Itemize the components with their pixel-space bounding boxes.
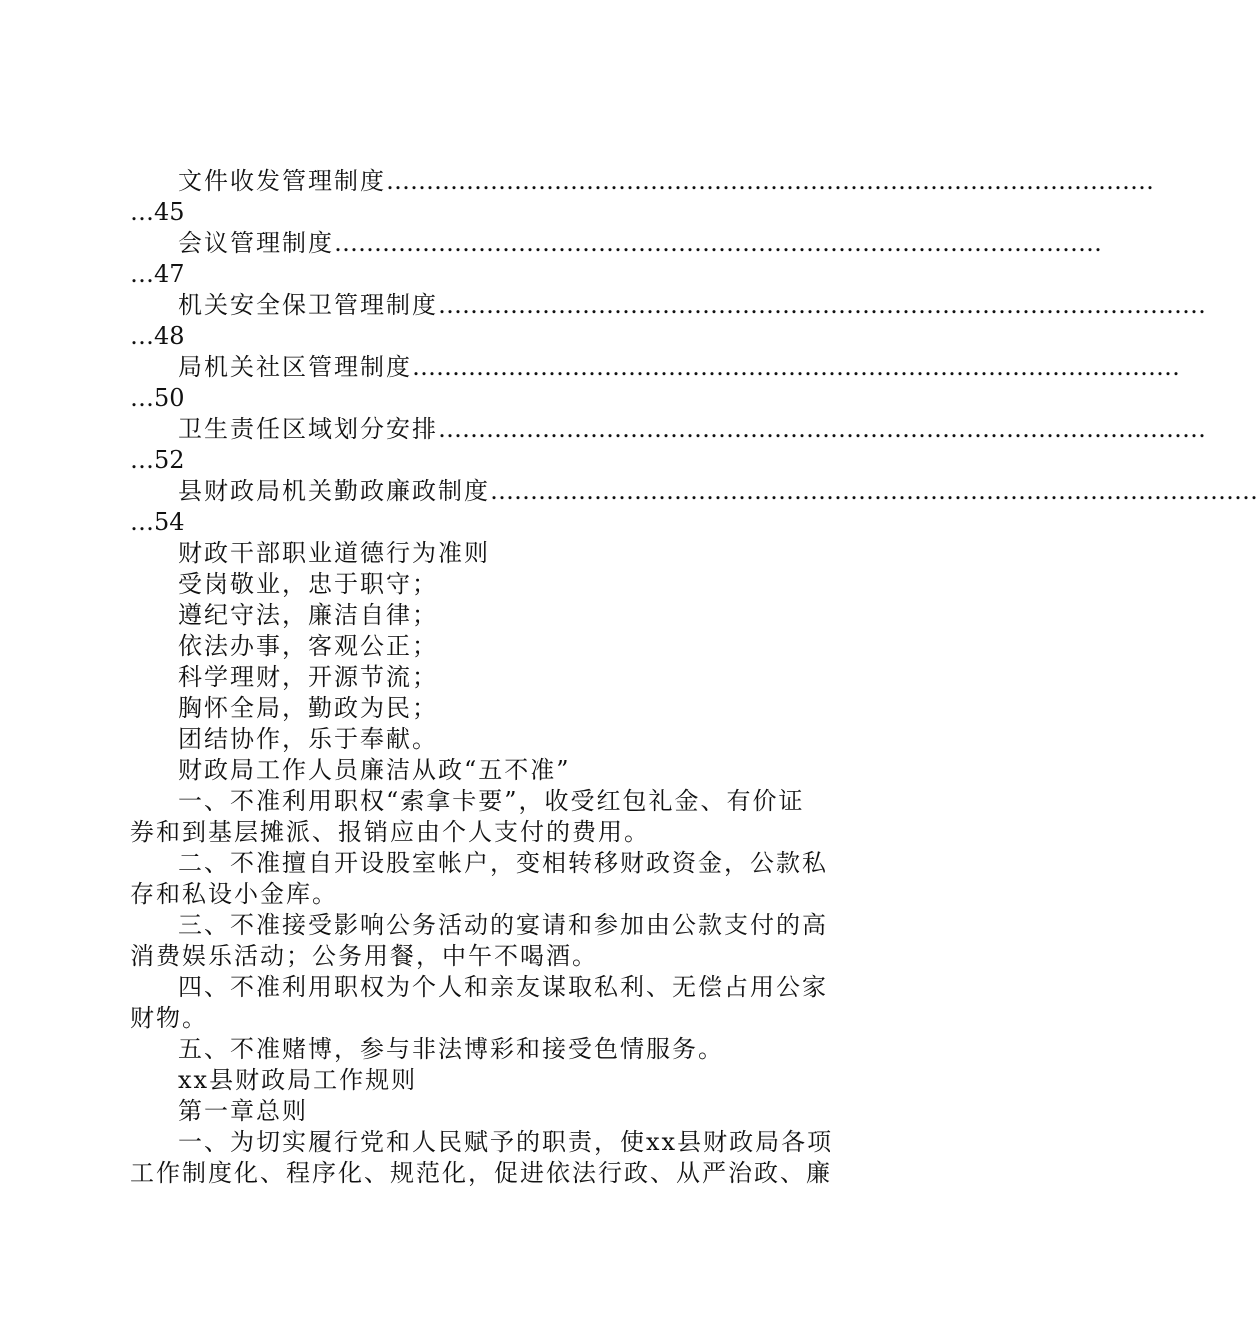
- section-heading: xx县财政局工作规则: [178, 1066, 418, 1094]
- rules-paragraph: [130, 1127, 832, 1189]
- toc-page-number: …47: [130, 260, 185, 288]
- toc-entry[interactable]: [130, 352, 1180, 414]
- toc-title: 县财政局机关勤政廉政制度: [178, 477, 490, 505]
- toc-row: [130, 228, 1102, 259]
- toc-page-number: …50: [130, 384, 185, 412]
- toc-leader: ……………………………………………………………………………………: [386, 167, 1154, 195]
- toc-page-number: …45: [130, 198, 185, 226]
- work-rules-section: [130, 1065, 832, 1189]
- toc-entry[interactable]: [130, 414, 1206, 476]
- paragraph-line: 二、不准擅自开设股室帐户，变相转移财政资金，公款私: [178, 849, 828, 877]
- toc-page-number: …48: [130, 322, 185, 350]
- paragraph-line: 工作制度化、程序化、规范化，促进依法行政、从严治政、廉: [130, 1159, 832, 1187]
- toc-leader: ……………………………………………………………………………………: [412, 353, 1180, 381]
- paragraph-line: 存和私设小金库。: [130, 880, 338, 908]
- five-prohibitions-section: [130, 755, 832, 1065]
- toc-title: 机关安全保卫管理制度: [178, 291, 438, 319]
- conduct-item: 遵纪守法，廉洁自律；: [178, 601, 438, 629]
- chapter-heading: 第一章总则: [178, 1097, 308, 1125]
- paragraph-line: 券和到基层摊派、报销应由个人支付的费用。: [130, 818, 650, 846]
- code-of-conduct-section: [130, 538, 832, 755]
- prohibition-item: [130, 1034, 832, 1065]
- toc-page-number: …52: [130, 446, 185, 474]
- paragraph-line: 三、不准接受影响公务活动的宴请和参加由公款支付的高: [178, 911, 828, 939]
- section-heading: 财政干部职业道德行为准则: [178, 539, 490, 567]
- paragraph-line: 财物。: [130, 1004, 208, 1032]
- toc-entry[interactable]: [130, 476, 1258, 538]
- paragraph-line: 一、为切实履行党和人民赋予的职责，使xx县财政局各项: [178, 1128, 834, 1156]
- conduct-item: 团结协作，乐于奉献。: [178, 725, 438, 753]
- paragraph-line: 消费娱乐活动；公务用餐，中午不喝酒。: [130, 942, 598, 970]
- toc-row: [130, 352, 1180, 383]
- toc-entry[interactable]: [130, 166, 1154, 228]
- paragraph-line: 五、不准赌博，参与非法博彩和接受色情服务。: [178, 1035, 724, 1063]
- prohibition-item: [130, 786, 832, 848]
- prohibition-item: [130, 972, 832, 1034]
- toc-row: [130, 166, 1154, 197]
- conduct-item: 受岗敬业，忠于职守；: [178, 570, 438, 598]
- toc-leader: ……………………………………………………………………………………: [438, 415, 1206, 443]
- conduct-item: 胸怀全局，勤政为民；: [178, 694, 438, 722]
- toc-row: [130, 290, 1206, 321]
- toc-leader: ……………………………………………………………………………………: [334, 229, 1102, 257]
- toc-title: 卫生责任区域划分安排: [178, 415, 438, 443]
- paragraph-line: 四、不准利用职权为个人和亲友谋取私利、无偿占用公家: [178, 973, 828, 1001]
- document-body: [130, 166, 1258, 1189]
- toc-row: [130, 414, 1206, 445]
- toc-leader: ……………………………………………………………………………………: [490, 477, 1258, 505]
- toc-row: [130, 476, 1258, 507]
- section-heading: 财政局工作人员廉洁从政“五不准”: [178, 756, 571, 784]
- toc-entry[interactable]: [130, 228, 1102, 290]
- prohibition-item: [130, 848, 832, 910]
- toc-entry[interactable]: [130, 290, 1206, 352]
- table-of-contents: [130, 166, 1258, 538]
- paragraph-line: 一、不准利用职权“索拿卡要”，收受红包礼金、有价证: [178, 787, 805, 815]
- toc-page-number: …54: [130, 508, 185, 536]
- toc-leader: ……………………………………………………………………………………: [438, 291, 1206, 319]
- prohibition-item: [130, 910, 832, 972]
- toc-title: 会议管理制度: [178, 229, 334, 257]
- conduct-item: 依法办事，客观公正；: [178, 632, 438, 660]
- toc-title: 文件收发管理制度: [178, 167, 386, 195]
- conduct-item: 科学理财，开源节流；: [178, 663, 438, 691]
- toc-title: 局机关社区管理制度: [178, 353, 412, 381]
